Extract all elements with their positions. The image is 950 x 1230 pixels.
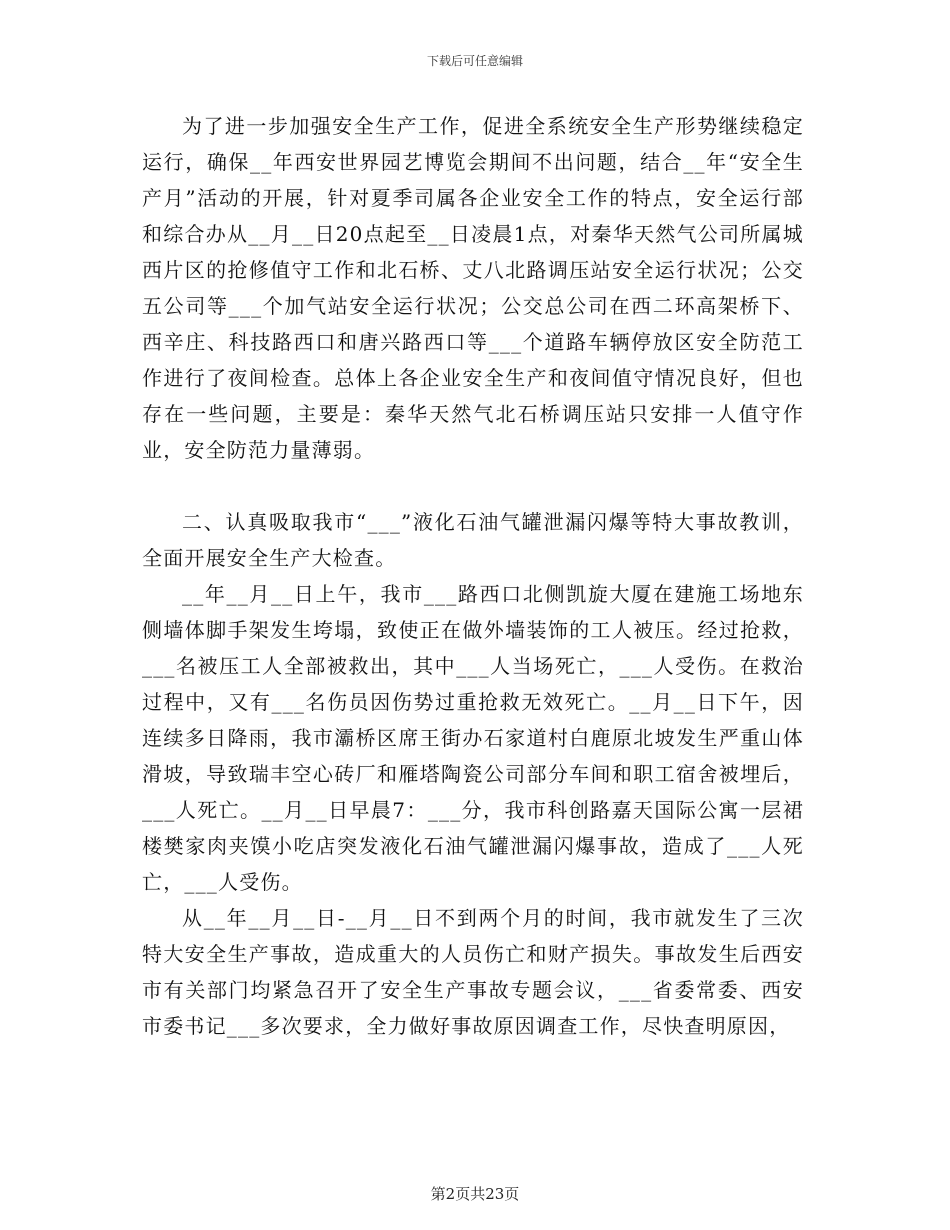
paragraph-1: 为了进一步加强安全生产工作，促进全系统安全生产形势继续稳定运行，确保__年西安世界园艺博览会期间不出问题，结合__年“安全生产月”活动的开展，针对夏季司属各企业安全工作的特点，安全运行部和综合办从__月__日20点起至__日凌晨1点，对秦华天然气公司所属城西片区的抢修值守工作和北石桥、丈八北路调压站安全运行状况；公交五公司等___个加气站安全运行状况；公交总公司在西二环高架桥下、西辛庄、科技路西口和唐兴路西口等___个道路车辆停放区安全防范工作进行了夜间检查。总体上各企业安全生产和夜间值守情况良好，但也存在一些问题，主要是：秦华天然气北石桥调压站只安排一人值守作业，安全防范力量薄弱。 bbox=[142, 114, 804, 462]
document-body bbox=[142, 108, 804, 1044]
page-footer: 第2页共23页 bbox=[430, 1185, 520, 1203]
paragraph-4: 从__年__月__日-__月__日不到两个月的时间，我市就发生了三次特大安全生产事故，造成重大的人员伤亡和财产损失。事故发生后西安市有关部门均紧急召开了安全生产事故专题会议，___省委常委、西安市委书记___多次要求，全力做好事故原因调查工作，尽快查明原因， bbox=[142, 906, 804, 1038]
paragraph-spacer bbox=[142, 468, 804, 504]
page-header: 下载后可任意编辑 bbox=[426, 54, 523, 68]
section-heading-2: 二、认真吸取我市“___”液化石油气罐泄漏闪爆等特大事故教训，全面开展安全生产大检查。 bbox=[142, 510, 804, 570]
paragraph-3: __年__月__日上午，我市___路西口北侧凯旋大厦在建施工场地东侧墙体脚手架发生垮塌，致使正在做外墙装饰的工人被压。经过抢救，___名被压工人全部被救出，其中___人当场死亡，___人受伤。在救治过程中，又有___名伤员因伤势过重抢救无效死亡。__月__日下午，因连续多日降雨，我市灞桥区席王街办石家道村白鹿原北坡发生严重山体滑坡，导致瑞丰空心砖厂和雁塔陶瓷公司部分车间和职工宿舍被埋后，___人死亡。__月__日早晨7：___分，我市科创路嘉天国际公寓一层裙楼樊家肉夹馍小吃店突发液化石油气罐泄漏闪爆事故，造成了___人死亡，___人受伤。 bbox=[142, 582, 804, 894]
